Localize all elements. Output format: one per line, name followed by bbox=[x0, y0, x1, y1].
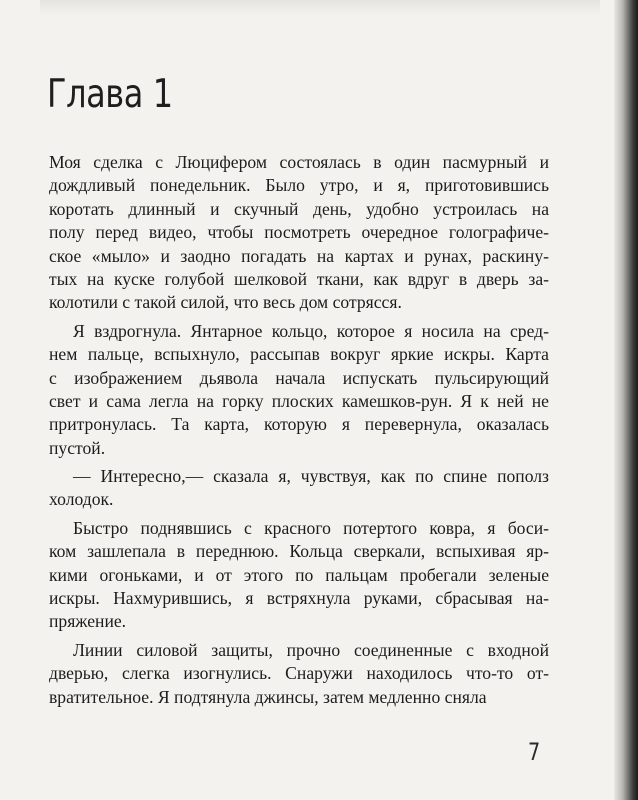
text-line: полу перед видео, чтобы посмотреть очередное голографиче- bbox=[49, 222, 549, 243]
paragraph bbox=[49, 639, 549, 709]
text-line: притронулась. Та карта, которую я перевернула, оказалась bbox=[49, 414, 549, 435]
text-line: дождливый понедельник. Было утро, и я, приготовившись bbox=[49, 175, 549, 196]
page-number: 7 bbox=[528, 738, 541, 766]
scan-bleed-through bbox=[40, 0, 600, 16]
paragraph bbox=[49, 465, 549, 512]
text-line: пустой. bbox=[49, 437, 106, 458]
paragraph bbox=[49, 320, 549, 460]
text-line: дверью, слегка изогнулись. Снаружи находилось что-то от- bbox=[49, 663, 549, 684]
text-line: кими огоньками, и от этого по пальцам пробегали зеленые bbox=[49, 564, 549, 585]
paragraph bbox=[49, 151, 549, 315]
text-line: Я вздрогнула. Янтарное кольцо, которое я носила на сред- bbox=[73, 320, 549, 341]
text-line: вратительное. Я подтянула джинсы, затем медленно сняла bbox=[49, 686, 487, 707]
text-line: нем пальце, вспыхнуло, рассыпав вокруг яркие искры. Карта bbox=[49, 344, 549, 365]
body-text bbox=[49, 151, 549, 709]
text-line: — Интересно,— сказала я, чувствуя, как по спине пополз bbox=[73, 466, 549, 487]
text-line: пряжение. bbox=[49, 611, 127, 632]
text-line: с изображением дьявола начала испускать пульсирующий bbox=[49, 367, 549, 388]
text-line: свет и сама легла на горку плоских камешков-рун. Я к ней не bbox=[49, 390, 549, 411]
paragraph bbox=[49, 517, 549, 634]
text-line: искры. Нахмурившись, я встряхнула руками, сбрасывая на- bbox=[49, 588, 549, 609]
text-line: тых на куске голубой шелковой ткани, как вдруг в дверь за- bbox=[49, 268, 549, 289]
scan-edge-shadow bbox=[614, 0, 638, 800]
text-line: Линии силовой защиты, прочно соединенные с входной bbox=[73, 639, 549, 660]
text-line: холодок. bbox=[49, 489, 114, 510]
text-line: ское «мыло» и заодно погадать на картах и рунах, раскину- bbox=[49, 245, 549, 266]
text-line: колотили с такой силой, что весь дом сотрясся. bbox=[49, 292, 402, 313]
text-line: ком зашлепала в переднюю. Кольца сверкали, вспыхивая яр- bbox=[49, 541, 549, 562]
text-line: Быстро поднявшись с красного потертого ковра, я боси- bbox=[73, 517, 549, 538]
text-line: коротать длинный и скучный день, удобно устроилась на bbox=[49, 198, 549, 219]
chapter-title: Глава 1 bbox=[47, 72, 173, 117]
text-line: Моя сделка с Люцифером состоялась в один пасмурный и bbox=[49, 152, 549, 172]
